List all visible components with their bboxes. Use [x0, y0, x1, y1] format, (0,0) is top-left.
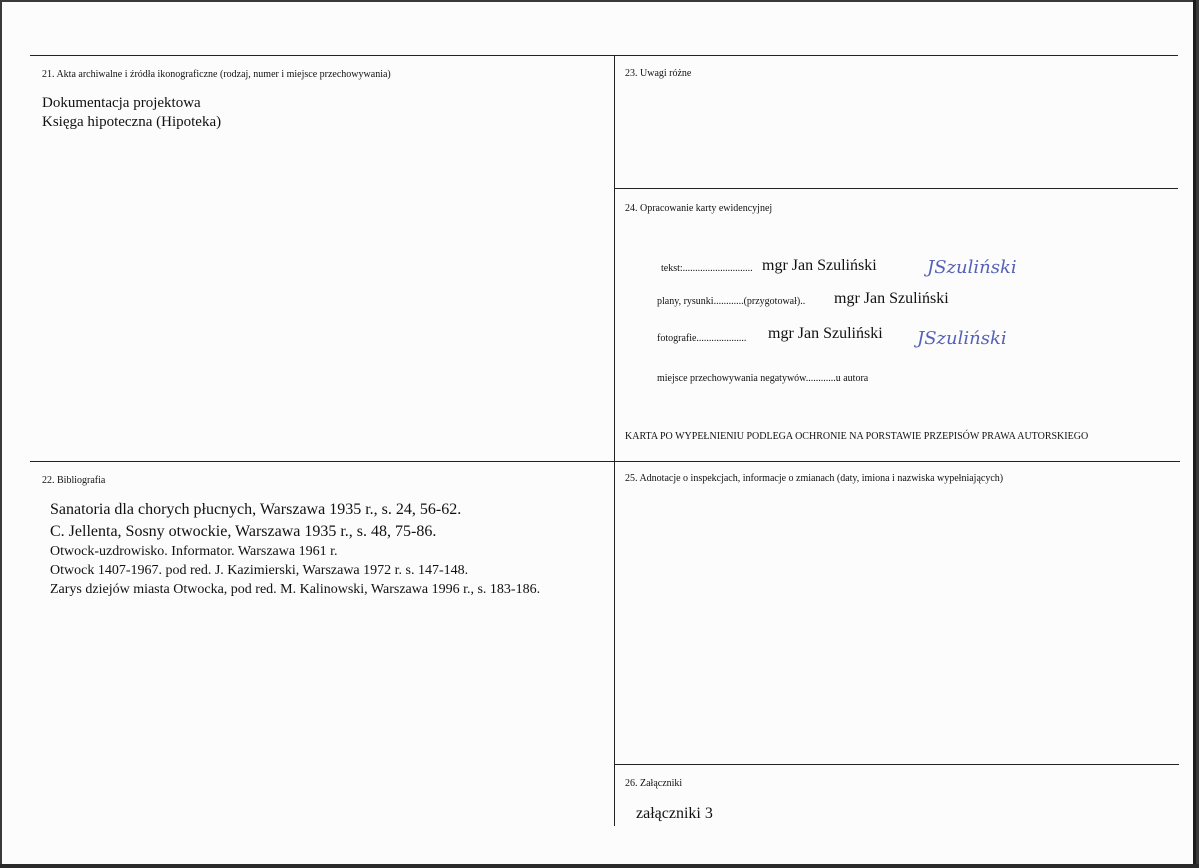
- field-22-label: 22. Bibliografia: [42, 475, 106, 486]
- text-author-value: mgr Jan Szuliński: [762, 257, 877, 274]
- field-26-label: 26. Załączniki: [625, 778, 683, 789]
- plans-author-value: mgr Jan Szuliński: [834, 290, 949, 307]
- field-21-label: 21. Akta archiwalne i źródła ikonograficzne (rodzaj, numer i miejsce przechowywania): [42, 69, 391, 80]
- text-author-label: tekst:............................: [661, 263, 753, 274]
- bibliography-item-1: Sanatoria dla chorych płucnych, Warszawa 1935 r., s. 24, 56-62.: [50, 501, 462, 518]
- attachments-value: załączniki 3: [636, 805, 713, 822]
- copyright-notice: KARTA PO WYPEŁNIENIU PODLEGA OCHRONIE NA PORSTAWIE PRZEPISÓW PRAWA AUTORSKIEGO: [625, 431, 1089, 442]
- middle-rule: [30, 461, 1180, 462]
- bibliography-item-2: C. Jellenta, Sosny otwockie, Warszawa 1935 r., s. 48, 75-86.: [50, 523, 437, 540]
- rule-25-26: [615, 764, 1179, 765]
- field-25-label: 25. Adnotacje o inspekcjach, informacje o zmianach (daty, imiona i nazwiska wypełniających): [625, 473, 1004, 484]
- scan-edge-bottom: [0, 864, 1199, 868]
- photos-author-label: fotografie....................: [657, 333, 747, 344]
- plans-author-label: plany, rysunki............(przygotował)..: [657, 296, 806, 307]
- field-21-line-1: Dokumentacja projektowa: [42, 95, 201, 111]
- rule-23-24: [615, 188, 1178, 189]
- column-divider: [614, 55, 615, 826]
- signature-text-author: JSzuliński: [927, 257, 1017, 278]
- field-21-line-2: Księga hipoteczna (Hipoteka): [42, 114, 222, 130]
- bibliography-item-5: Zarys dziejów miasta Otwocka, pod red. M. Kalinowski, Warszawa 1996 r., s. 183-186.: [50, 582, 541, 597]
- bibliography-item-3: Otwock-uzdrowisko. Informator. Warszawa 1961 r.: [50, 544, 338, 559]
- field-23-label: 23. Uwagi różne: [625, 68, 692, 79]
- bibliography-item-4: Otwock 1407-1967. pod red. J. Kazimierski, Warszawa 1972 r. s. 147-148.: [50, 563, 469, 578]
- negatives-storage: miejsce przechowywania negatywów............u autora: [657, 373, 869, 384]
- field-24-label: 24. Opracowanie karty ewidencyjnej: [625, 203, 773, 214]
- photos-author-value: mgr Jan Szuliński: [768, 325, 883, 342]
- top-rule: [30, 55, 1178, 56]
- signature-photos-author: JSzuliński: [917, 328, 1007, 349]
- scan-edge-right: [1193, 0, 1196, 868]
